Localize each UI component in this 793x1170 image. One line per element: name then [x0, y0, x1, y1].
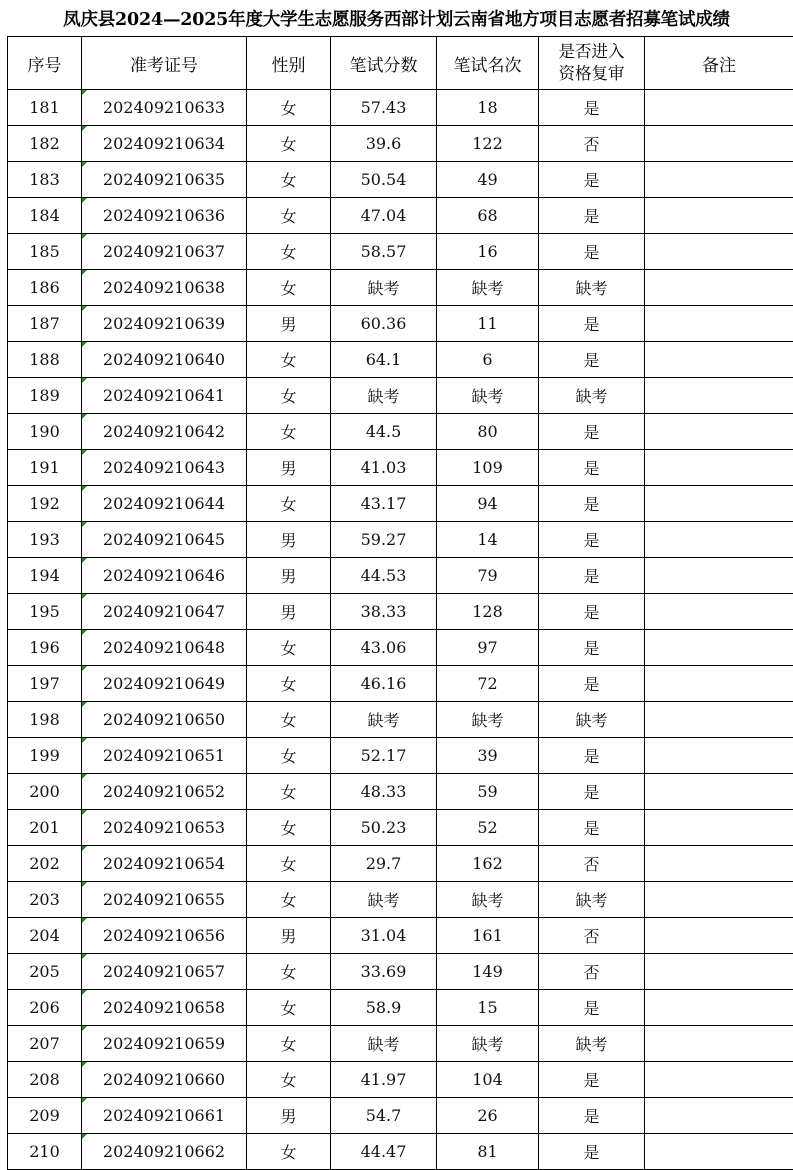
cell-exam-id: 202409210633 — [82, 90, 247, 126]
table-row — [8, 630, 793, 666]
cell-rank: 52 — [437, 810, 539, 846]
table-row — [8, 702, 793, 738]
cell-remark — [645, 990, 793, 1026]
cell-gender: 女 — [247, 198, 331, 234]
cell-rank: 72 — [437, 666, 539, 702]
cell-gender: 男 — [247, 918, 331, 954]
cell-remark — [645, 306, 793, 342]
cell-gender: 女 — [247, 414, 331, 450]
cell-exam-id: 202409210638 — [82, 270, 247, 306]
cell-exam-id: 202409210642 — [82, 414, 247, 450]
cell-gender: 男 — [247, 450, 331, 486]
cell-seq: 199 — [8, 738, 82, 774]
cell-remark — [645, 702, 793, 738]
cell-review: 是 — [539, 810, 645, 846]
table-row — [8, 558, 793, 594]
cell-review: 否 — [539, 846, 645, 882]
cell-exam-id: 202409210658 — [82, 990, 247, 1026]
cell-score: 47.04 — [331, 198, 437, 234]
cell-review: 是 — [539, 162, 645, 198]
cell-seq: 203 — [8, 882, 82, 918]
cell-review: 是 — [539, 630, 645, 666]
cell-score: 31.04 — [331, 918, 437, 954]
cell-review: 是 — [539, 594, 645, 630]
cell-remark — [645, 270, 793, 306]
table-row — [8, 738, 793, 774]
cell-remark — [645, 918, 793, 954]
cell-remark — [645, 1098, 793, 1134]
cell-score: 41.03 — [331, 450, 437, 486]
cell-score: 38.33 — [331, 594, 437, 630]
cell-score: 59.27 — [331, 522, 437, 558]
cell-remark — [645, 954, 793, 990]
table-row — [8, 846, 793, 882]
cell-exam-id: 202409210654 — [82, 846, 247, 882]
cell-score: 39.6 — [331, 126, 437, 162]
cell-rank: 59 — [437, 774, 539, 810]
cell-gender: 女 — [247, 882, 331, 918]
cell-exam-id: 202409210655 — [82, 882, 247, 918]
cell-exam-id: 202409210660 — [82, 1062, 247, 1098]
cell-remark — [645, 666, 793, 702]
cell-score: 43.06 — [331, 630, 437, 666]
header-gender: 性别 — [247, 37, 331, 90]
table-row — [8, 198, 793, 234]
cell-remark — [645, 342, 793, 378]
cell-rank: 18 — [437, 90, 539, 126]
cell-score: 58.57 — [331, 234, 437, 270]
cell-rank: 128 — [437, 594, 539, 630]
table-row — [8, 1098, 793, 1134]
cell-seq: 200 — [8, 774, 82, 810]
header-remark: 备注 — [645, 37, 793, 90]
cell-seq: 205 — [8, 954, 82, 990]
table-row — [8, 378, 793, 414]
table-row — [8, 162, 793, 198]
cell-gender: 女 — [247, 234, 331, 270]
cell-seq: 210 — [8, 1134, 82, 1170]
table-row — [8, 234, 793, 270]
cell-rank: 缺考 — [437, 378, 539, 414]
cell-score: 缺考 — [331, 378, 437, 414]
table-row — [8, 306, 793, 342]
cell-seq: 204 — [8, 918, 82, 954]
cell-score: 46.16 — [331, 666, 437, 702]
cell-score: 缺考 — [331, 882, 437, 918]
cell-review: 是 — [539, 1134, 645, 1170]
cell-rank: 80 — [437, 414, 539, 450]
table-row — [8, 810, 793, 846]
cell-exam-id: 202409210662 — [82, 1134, 247, 1170]
header-rank: 笔试名次 — [437, 37, 539, 90]
cell-remark — [645, 630, 793, 666]
cell-score: 58.9 — [331, 990, 437, 1026]
table-row — [8, 450, 793, 486]
cell-seq: 193 — [8, 522, 82, 558]
cell-review: 缺考 — [539, 882, 645, 918]
cell-review: 是 — [539, 774, 645, 810]
cell-gender: 女 — [247, 666, 331, 702]
table-row — [8, 666, 793, 702]
cell-exam-id: 202409210634 — [82, 126, 247, 162]
cell-gender: 女 — [247, 270, 331, 306]
cell-exam-id: 202409210659 — [82, 1026, 247, 1062]
cell-score: 44.5 — [331, 414, 437, 450]
header-row — [8, 37, 793, 90]
cell-remark — [645, 1026, 793, 1062]
cell-exam-id: 202409210643 — [82, 450, 247, 486]
cell-seq: 182 — [8, 126, 82, 162]
cell-seq: 206 — [8, 990, 82, 1026]
cell-rank: 149 — [437, 954, 539, 990]
cell-rank: 104 — [437, 1062, 539, 1098]
cell-gender: 女 — [247, 810, 331, 846]
cell-rank: 94 — [437, 486, 539, 522]
cell-exam-id: 202409210656 — [82, 918, 247, 954]
cell-review: 是 — [539, 450, 645, 486]
cell-remark — [645, 522, 793, 558]
cell-review: 是 — [539, 990, 645, 1026]
cell-exam-id: 202409210639 — [82, 306, 247, 342]
cell-score: 48.33 — [331, 774, 437, 810]
cell-score: 44.47 — [331, 1134, 437, 1170]
cell-exam-id: 202409210661 — [82, 1098, 247, 1134]
cell-remark — [645, 738, 793, 774]
cell-review: 是 — [539, 414, 645, 450]
header-review-line2: 资格复审 — [559, 64, 625, 83]
cell-seq: 196 — [8, 630, 82, 666]
cell-rank: 161 — [437, 918, 539, 954]
cell-remark — [645, 162, 793, 198]
cell-review: 否 — [539, 954, 645, 990]
cell-remark — [645, 126, 793, 162]
cell-review: 是 — [539, 306, 645, 342]
cell-exam-id: 202409210636 — [82, 198, 247, 234]
cell-review: 缺考 — [539, 270, 645, 306]
cell-remark — [645, 198, 793, 234]
table-row — [8, 414, 793, 450]
cell-gender: 女 — [247, 846, 331, 882]
cell-seq: 185 — [8, 234, 82, 270]
cell-review: 缺考 — [539, 1026, 645, 1062]
cell-gender: 男 — [247, 306, 331, 342]
cell-rank: 122 — [437, 126, 539, 162]
cell-gender: 女 — [247, 630, 331, 666]
cell-score: 64.1 — [331, 342, 437, 378]
cell-score: 43.17 — [331, 486, 437, 522]
cell-rank: 缺考 — [437, 1026, 539, 1062]
cell-gender: 女 — [247, 1134, 331, 1170]
cell-remark — [645, 1062, 793, 1098]
cell-gender: 女 — [247, 126, 331, 162]
table-row — [8, 594, 793, 630]
cell-review: 缺考 — [539, 378, 645, 414]
cell-rank: 缺考 — [437, 702, 539, 738]
table-row — [8, 954, 793, 990]
cell-seq: 201 — [8, 810, 82, 846]
table-row — [8, 270, 793, 306]
cell-remark — [645, 90, 793, 126]
cell-exam-id: 202409210637 — [82, 234, 247, 270]
cell-exam-id: 202409210647 — [82, 594, 247, 630]
cell-rank: 16 — [437, 234, 539, 270]
cell-remark — [645, 414, 793, 450]
cell-score: 50.23 — [331, 810, 437, 846]
table-row — [8, 1062, 793, 1098]
table-row — [8, 522, 793, 558]
cell-seq: 207 — [8, 1026, 82, 1062]
cell-review: 是 — [539, 558, 645, 594]
cell-seq: 183 — [8, 162, 82, 198]
cell-score: 44.53 — [331, 558, 437, 594]
cell-gender: 女 — [247, 162, 331, 198]
cell-score: 54.7 — [331, 1098, 437, 1134]
cell-review: 是 — [539, 234, 645, 270]
cell-exam-id: 202409210651 — [82, 738, 247, 774]
cell-gender: 女 — [247, 342, 331, 378]
cell-gender: 女 — [247, 990, 331, 1026]
cell-gender: 女 — [247, 702, 331, 738]
cell-review: 是 — [539, 666, 645, 702]
cell-gender: 女 — [247, 954, 331, 990]
cell-exam-id: 202409210644 — [82, 486, 247, 522]
cell-remark — [645, 486, 793, 522]
cell-rank: 39 — [437, 738, 539, 774]
cell-seq: 198 — [8, 702, 82, 738]
cell-seq: 192 — [8, 486, 82, 522]
cell-rank: 缺考 — [437, 270, 539, 306]
cell-rank: 109 — [437, 450, 539, 486]
cell-gender: 男 — [247, 594, 331, 630]
cell-review: 是 — [539, 1062, 645, 1098]
cell-rank: 14 — [437, 522, 539, 558]
cell-score: 缺考 — [331, 1026, 437, 1062]
cell-review: 是 — [539, 486, 645, 522]
cell-seq: 194 — [8, 558, 82, 594]
table-row — [8, 918, 793, 954]
cell-seq: 184 — [8, 198, 82, 234]
cell-rank: 162 — [437, 846, 539, 882]
cell-score: 33.69 — [331, 954, 437, 990]
cell-rank: 68 — [437, 198, 539, 234]
cell-remark — [645, 450, 793, 486]
cell-gender: 男 — [247, 1098, 331, 1134]
cell-review: 是 — [539, 738, 645, 774]
cell-score: 60.36 — [331, 306, 437, 342]
cell-review: 是 — [539, 1098, 645, 1134]
header-seq: 序号 — [8, 37, 82, 90]
header-exam-id: 准考证号 — [82, 37, 247, 90]
cell-seq: 197 — [8, 666, 82, 702]
cell-review: 否 — [539, 126, 645, 162]
cell-exam-id: 202409210646 — [82, 558, 247, 594]
cell-remark — [645, 882, 793, 918]
table-row — [8, 486, 793, 522]
cell-gender: 女 — [247, 774, 331, 810]
cell-exam-id: 202409210652 — [82, 774, 247, 810]
cell-score: 41.97 — [331, 1062, 437, 1098]
cell-remark — [645, 774, 793, 810]
cell-seq: 209 — [8, 1098, 82, 1134]
document-title: 凤庆县2024—2025年度大学生志愿服务西部计划云南省地方项目志愿者招募笔试成绩 — [0, 0, 793, 36]
header-review — [539, 37, 645, 90]
cell-seq: 188 — [8, 342, 82, 378]
cell-rank: 缺考 — [437, 882, 539, 918]
cell-remark — [645, 378, 793, 414]
cell-seq: 208 — [8, 1062, 82, 1098]
cell-gender: 男 — [247, 522, 331, 558]
cell-gender: 女 — [247, 1026, 331, 1062]
cell-gender: 女 — [247, 738, 331, 774]
table-body — [8, 90, 793, 1170]
table-row — [8, 1026, 793, 1062]
cell-gender: 女 — [247, 486, 331, 522]
cell-gender: 女 — [247, 90, 331, 126]
score-table — [7, 36, 793, 1170]
cell-exam-id: 202409210635 — [82, 162, 247, 198]
cell-seq: 202 — [8, 846, 82, 882]
cell-seq: 190 — [8, 414, 82, 450]
cell-exam-id: 202409210648 — [82, 630, 247, 666]
cell-exam-id: 202409210650 — [82, 702, 247, 738]
cell-review: 否 — [539, 918, 645, 954]
cell-remark — [645, 234, 793, 270]
table-row — [8, 126, 793, 162]
cell-score: 缺考 — [331, 702, 437, 738]
cell-review: 缺考 — [539, 702, 645, 738]
cell-remark — [645, 810, 793, 846]
cell-exam-id: 202409210653 — [82, 810, 247, 846]
table-row — [8, 882, 793, 918]
cell-rank: 6 — [437, 342, 539, 378]
cell-seq: 186 — [8, 270, 82, 306]
cell-seq: 195 — [8, 594, 82, 630]
cell-score: 52.17 — [331, 738, 437, 774]
table-row — [8, 90, 793, 126]
cell-rank: 81 — [437, 1134, 539, 1170]
table-row — [8, 1134, 793, 1170]
cell-gender: 女 — [247, 1062, 331, 1098]
cell-remark — [645, 846, 793, 882]
table-row — [8, 990, 793, 1026]
cell-exam-id: 202409210649 — [82, 666, 247, 702]
cell-review: 是 — [539, 90, 645, 126]
cell-score: 50.54 — [331, 162, 437, 198]
header-score: 笔试分数 — [331, 37, 437, 90]
cell-seq: 187 — [8, 306, 82, 342]
cell-rank: 11 — [437, 306, 539, 342]
cell-rank: 15 — [437, 990, 539, 1026]
cell-rank: 79 — [437, 558, 539, 594]
cell-rank: 49 — [437, 162, 539, 198]
cell-seq: 181 — [8, 90, 82, 126]
table-row — [8, 342, 793, 378]
cell-review: 是 — [539, 522, 645, 558]
cell-score: 57.43 — [331, 90, 437, 126]
cell-gender: 女 — [247, 378, 331, 414]
cell-exam-id: 202409210657 — [82, 954, 247, 990]
table-header — [8, 37, 793, 90]
cell-remark — [645, 1134, 793, 1170]
cell-exam-id: 202409210645 — [82, 522, 247, 558]
header-review-line1: 是否进入 — [559, 42, 625, 61]
cell-seq: 191 — [8, 450, 82, 486]
cell-review: 是 — [539, 342, 645, 378]
cell-review: 是 — [539, 198, 645, 234]
cell-rank: 97 — [437, 630, 539, 666]
cell-seq: 189 — [8, 378, 82, 414]
cell-score: 29.7 — [331, 846, 437, 882]
table-row — [8, 774, 793, 810]
cell-exam-id: 202409210640 — [82, 342, 247, 378]
cell-gender: 男 — [247, 558, 331, 594]
cell-score: 缺考 — [331, 270, 437, 306]
cell-remark — [645, 594, 793, 630]
cell-rank: 26 — [437, 1098, 539, 1134]
cell-exam-id: 202409210641 — [82, 378, 247, 414]
cell-remark — [645, 558, 793, 594]
